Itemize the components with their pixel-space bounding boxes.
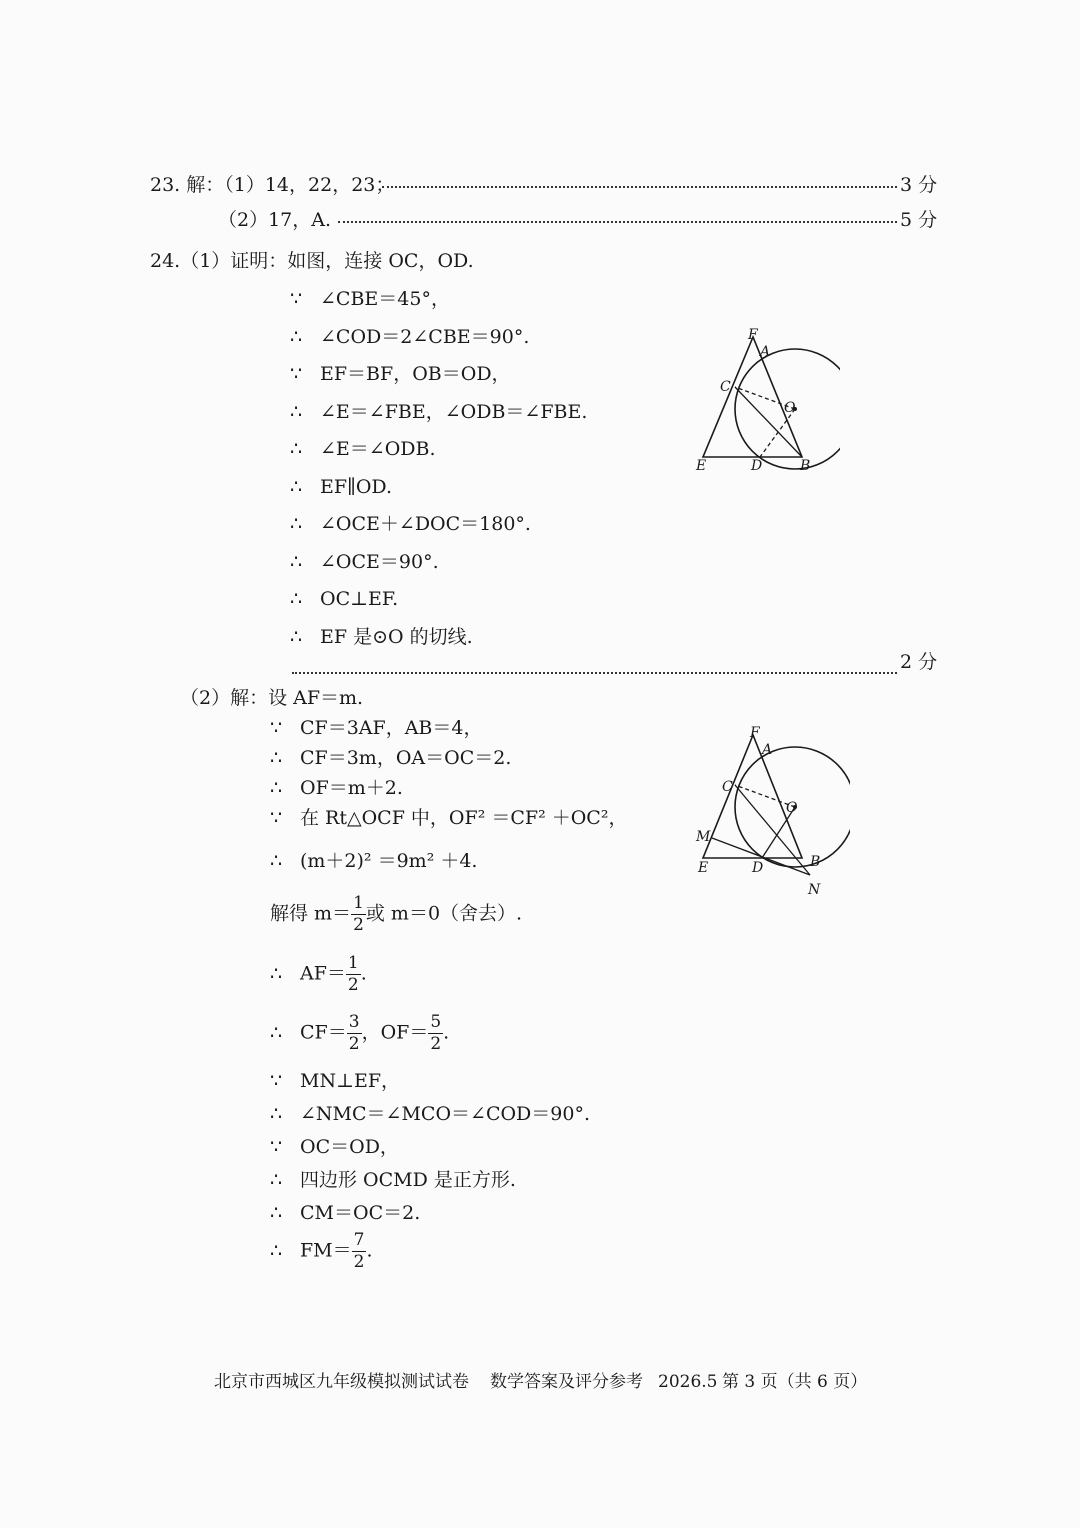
dotted-leader (292, 672, 897, 674)
logic-symbol: ∴ (290, 588, 303, 610)
fraction: $\frac{1}{2}$ (353, 893, 364, 935)
label-O: O (786, 800, 798, 816)
proof-text: 在 Rt△OCF 中，OF² ＝CF² ＋OC²， (300, 807, 628, 829)
label-C: C (722, 779, 733, 795)
proof-line (270, 1105, 590, 1124)
dotted-leader (382, 186, 897, 188)
geometry-figure-1 (690, 325, 840, 475)
proof-text: OF＝m＋2. (300, 777, 403, 799)
proof-text: MN⊥EF， (300, 1070, 401, 1092)
footer-subject: 数学答案及评分参考 (490, 1372, 643, 1392)
logic-symbol: ∴ (270, 747, 283, 769)
dotted-leader (338, 221, 897, 223)
proof-line (270, 1171, 516, 1190)
label-F: F (750, 725, 760, 741)
proof-line (270, 749, 511, 768)
proof-text: ∠COD＝2∠CBE＝90°. (320, 325, 530, 348)
logic-symbol: ∴ (290, 475, 303, 498)
logic-symbol: ∵ (270, 807, 283, 829)
proof-text: EF∥OD. (320, 475, 393, 498)
label-O: O (784, 400, 796, 416)
logic-symbol: ∴ (270, 1202, 283, 1224)
score-q23-2: 5 分 (900, 209, 938, 231)
label-N: N (808, 882, 821, 898)
proof-text: ∠E＝∠ODB. (320, 438, 436, 460)
logic-symbol: ∴ (290, 550, 303, 573)
label-E: E (696, 458, 707, 474)
label-A: A (760, 344, 771, 360)
footer-page: 第 3 页（共 6 页） (722, 1372, 868, 1392)
proof-text: ∠OCE＝90°. (320, 550, 439, 573)
proof-text: CF＝3AF，AB＝4， (300, 717, 483, 739)
proof-text: OC＝OD， (300, 1136, 399, 1158)
q24-header: 24.（1）证明：如图，连接 OC，OD. (150, 250, 474, 272)
score-q24-1: 2 分 (900, 651, 938, 673)
logic-symbol: ∴ (270, 777, 283, 799)
proof-line (290, 625, 473, 648)
label-B: B (800, 458, 811, 474)
label-A: A (762, 742, 773, 758)
logic-symbol: ∵ (270, 717, 283, 739)
geometry-figure-2 (690, 720, 850, 900)
proof-text: ∠CBE＝45°， (320, 288, 450, 310)
proof-line (290, 515, 531, 534)
label-M: M (696, 829, 711, 845)
fraction: $\frac{1}{2}$ (347, 953, 359, 995)
logic-symbol: ∵ (290, 363, 303, 385)
logic-symbol: ∴ (290, 400, 303, 423)
logic-symbol: ∴ (270, 850, 283, 872)
q23-part1: 23. 解：（1）14，22，23； (150, 174, 395, 196)
proof-text: ∠NMC＝∠MCO＝∠COD＝90°. (300, 1103, 591, 1125)
score-q23-1: 3 分 (900, 174, 938, 196)
logic-symbol: ∴ (290, 438, 303, 460)
logic-symbol: ∴ (290, 625, 303, 648)
logic-symbol: ∵ (270, 1070, 283, 1092)
proof-text: OC⊥EF. (320, 588, 399, 610)
logic-symbol: ∴ (290, 325, 303, 348)
proof-text: (m＋2)² ＝9m² ＋4. (300, 850, 478, 872)
label-D: D (752, 860, 764, 876)
proof-text: ∠E＝∠FBE，∠ODB＝∠FBE. (320, 400, 588, 423)
footer-date: 2026.5 (658, 1372, 718, 1392)
proof-line (270, 1138, 399, 1157)
proof-line (290, 475, 393, 498)
proof-text: 四边形 OCMD 是正方形. (300, 1169, 516, 1191)
proof-text: CM＝OC＝2. (300, 1202, 421, 1224)
cf-of-line: ∴ CF＝ $\frac{3}{2}$ ，OF＝ $\frac{5}{2}$ . (270, 1012, 450, 1054)
proof-line (270, 809, 627, 828)
proof-text: EF＝BF，OB＝OD， (320, 363, 511, 385)
proof-line (290, 290, 450, 309)
proof-line (270, 719, 483, 738)
proof-line (270, 779, 403, 798)
logic-symbol: ∴ (270, 1103, 283, 1125)
proof-line (270, 1072, 400, 1091)
fm-line: ∴ FM＝ $\frac{7}{2}$ . (270, 1230, 373, 1272)
fraction: $\frac{5}{2}$ (430, 1012, 442, 1054)
proof-line (290, 365, 511, 384)
proof-line (290, 550, 439, 573)
af-line: ∴ AF＝ $\frac{1}{2}$ . (270, 953, 367, 995)
proof-line (290, 400, 588, 423)
logic-symbol: ∵ (290, 288, 303, 310)
proof-text: EF 是⊙O 的切线. (320, 625, 473, 648)
proof-line (290, 590, 398, 609)
proof-line (270, 1204, 420, 1223)
proof-text: ∠OCE＋∠DOC＝180°. (320, 513, 531, 535)
label-D: D (751, 458, 763, 474)
label-B: B (810, 854, 821, 870)
label-C: C (720, 379, 731, 395)
logic-symbol: ∵ (270, 1136, 283, 1158)
proof-line (290, 325, 530, 348)
label-F: F (748, 327, 758, 343)
fraction: $\frac{3}{2}$ (348, 1012, 360, 1054)
label-E: E (698, 860, 709, 876)
footer-title: 北京市西城区九年级模拟测试试卷 (214, 1372, 469, 1392)
solve-line: 解得 m＝ $\frac{1}{2}$ 或 m＝0（舍去）. (270, 893, 523, 935)
logic-symbol: ∴ (270, 1169, 283, 1191)
proof-line (290, 440, 436, 459)
proof-line (270, 852, 477, 871)
q23-part2: （2）17，A. (218, 209, 332, 231)
logic-symbol: ∴ (290, 513, 303, 535)
fraction: $\frac{7}{2}$ (353, 1230, 365, 1272)
q24-part2-header: （2）解：设 AF＝m. (180, 687, 364, 709)
proof-text: CF＝3m，OA＝OC＝2. (300, 747, 512, 769)
